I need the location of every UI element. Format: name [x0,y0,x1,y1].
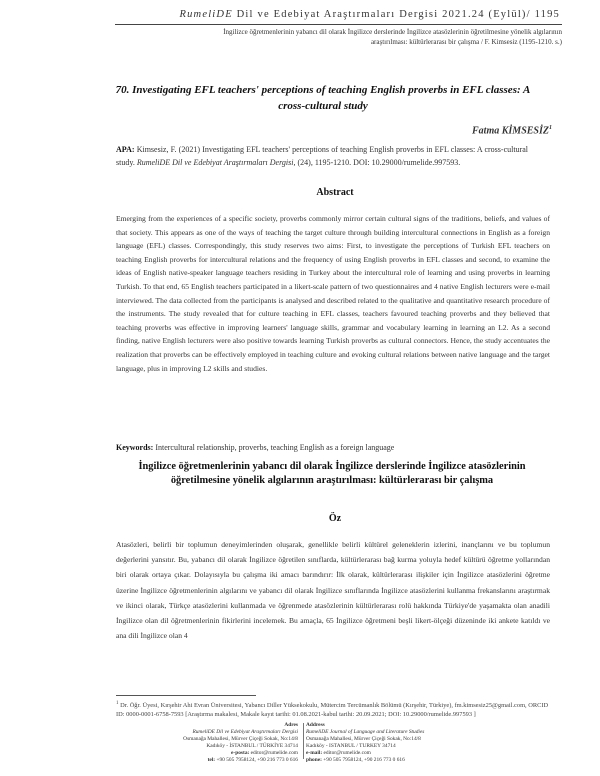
article-title: 70. Investigating EFL teachers' perceptions of teaching English proverbs in EFL classes: A cross-cultural study [115,84,531,112]
footnote-text: Dr. Öğr. Üyesi, Kırşehir Ahi Evran Üniversitesi, Yabancı Diller Yüksekokulu, Mütercim Tercümanlık Bölümü (Kırşehir, Türkiye), fm.kimsesiz25@gmail.com, ORCID ID: 0000-0001-6758-7593 [Araştırma makalesi, Makale kayıt tarihi: 01.08.2021-kabul tarihi: 20.09.2021; DOI: 10.29000/rumelide.997593 ] [116,702,549,719]
address-line: Osmanağa Mahallesi, Mürver Çiçeği Sokak, No:14/8 [183,735,298,742]
running-citation-line2: araştırılması: kültürlerarası bir çalışma / F. Kimsesiz (1195-1210. s.) [370,38,562,46]
footnote-divider [116,695,256,696]
address-line: RumeliDE Dil ve Edebiyat Araştırmaları Dergisi [192,728,298,735]
keywords-text: Intercultural relationship, proverbs, teaching English as a foreign language [153,443,395,452]
running-header [115,9,560,20]
address-english [306,722,506,763]
article-author [472,125,552,136]
journal-issue: Dil ve Edebiyat Araştırmaları Dergisi 2021.24 (Eylül)/ 1195 [232,9,560,20]
header-divider [115,24,562,25]
footnote [116,699,550,719]
phone-value: +90 505 7958124, +90 216 773 0 616 [215,756,298,763]
address-line: Osmanağa Mahallesi, Mürver Çiçeği Sokak, No:14/8 [306,735,421,742]
running-citation [115,27,562,47]
address-email [306,750,506,757]
email-label: e-posta: [231,749,250,756]
keywords-label: Keywords: [116,443,154,452]
phone-value: +90 505 7958124, +90 216 773 0 616 [321,756,405,763]
journal-name: RumeliDE [179,9,233,20]
email-value[interactable]: editor@rumelide.com [249,749,298,756]
abstract-heading: Abstract [316,187,354,198]
running-citation-line1: İngilizce öğretmenlerinin yabancı dil olarak İngilizce derslerinde İngilizce atasözlerinin öğretilmesine yönelik algılarının [223,28,562,36]
email-label: e-mail: [306,749,323,756]
apa-journal: RumeliDE Dil ve Edebiyat Araştırmaları Dergisi, [136,158,296,167]
address-label: Address [306,722,325,728]
address-turkish [98,722,298,763]
address-phone [306,757,506,764]
footnote-marker: 1 [116,701,119,706]
author-name: Fatma KİMSESİZ [472,125,549,137]
oz-heading: Öz [328,513,342,524]
abstract-body: Emerging from the experiences of a specific society, proverbs commonly mirror certain cultural signs of the traditions, beliefs, and values of that society. This appears as one of the ways of teaching the target culture through building intercultural connections in English as a foreign language (EFL) classes. Correspondingly, this study reserves two aims: First, to investigate the perceptions of Turkish EFL teachers on teaching English proverbs for intercultural relations and the frequency of using English proverbs in EFL classes and second, to examine the ideas of English native-speaker language teachers residing in Turkey about the intercultural role of learning and using proverbs in learning Turkish. To that end, 65 English teachers participated in a likert-scale pattern of two questionnaires and 4 native English lecturers were e-mail interviewed. The data collected from the participants is analysed and described related to the qualitative and quantitative research procedure of the instruments. The study revealed that for culture teaching in EFL classes, teachers favoured teaching proverbs and they believed that teaching proverbs was effective in improving learners' language skills, grammar and vocabulary learning in learning an L2. As a second finding, native English lecturers were also positive towards learning Turkish proverbs as cultural connectors. Hence, the study accentuates the realization that proverbs can be effectively employed in teaching culture and evoking cultural relations between native language and the target language, plus in improving L2 skills and studies. [116,214,550,373]
author-footnote-marker[interactable]: 1 [549,125,552,131]
apa-text-part1: Kimsesiz, F. (2021) Investigating EFL teachers' perceptions of teaching English proverbs in EFL classes: A cross-cultural study. [116,145,528,167]
address-email [98,750,298,757]
address-label: Adres [284,722,298,728]
email-value[interactable]: editor@rumelide.com [322,749,371,756]
address-divider [303,723,304,759]
address-line: Kadıköy - ISTANBUL / TURKEY 34714 [306,742,396,749]
phone-label: phone: [306,756,322,763]
apa-text-part2: (24), 1195-1210. DOI: 10.29000/rumelide.997593. [295,158,461,167]
address-phone [98,757,298,764]
address-line: Kadıköy - İSTANBUL / TÜRKİYE 34714 [206,742,298,749]
address-line: RumeliDE Journal of Language and Literature Studies [306,728,425,735]
oz-body: Atasözleri, belirli bir toplumun deneyimlerinden oluşarak, genellikle belirli kültürel geleneklerin izlerini, inançlarını ve bu toplumun değerlerini yansıtır. Bu, yabancı dil olarak İngilizce öğretilen sınıflarda, kültürlerarası bağ kurma yoluyla hedef kültürü öğretme yollarından biri olarak ortaya çıkar. Dolayısıyla bu çalışma iki amacı barındırır: İlk olarak, kültürlerarası ilişkiler için İngilizce atasözlerini öğretme üzerine İngilizce öğretmenlerinin algılarını ve yabancı dil olarak İngilizce sınıflarında İngilizce atasözlerini kullanma frekanslarını araştırmak ve ikinci olarak, Türkçe atasözlerini kullanmada ve öğrenmede atasözlerinin kültürlerarası rolü hakkında Türkiye'de yaşamakta olan anadili İngilizce olan dil öğretmenlerinin fikirlerini incelemek. Bu amaçla, 65 İngilizce öğretmeni beşli likert-ölçeği düzeninde iki ankete katıldı ve ana dili İngilizce olan 4 [116,540,550,641]
phone-label: tel: [207,756,216,763]
keywords [116,443,550,452]
turkish-title: İngilizce öğretmenlerinin yabancı dil olarak İngilizce derslerinde İngilizce atasözlerinin öğretilmesine yönelik algılarının araştırılması: kültürlerarası bir çalışma [138,461,526,486]
apa-label: APA: [116,145,135,154]
apa-citation [116,143,528,169]
